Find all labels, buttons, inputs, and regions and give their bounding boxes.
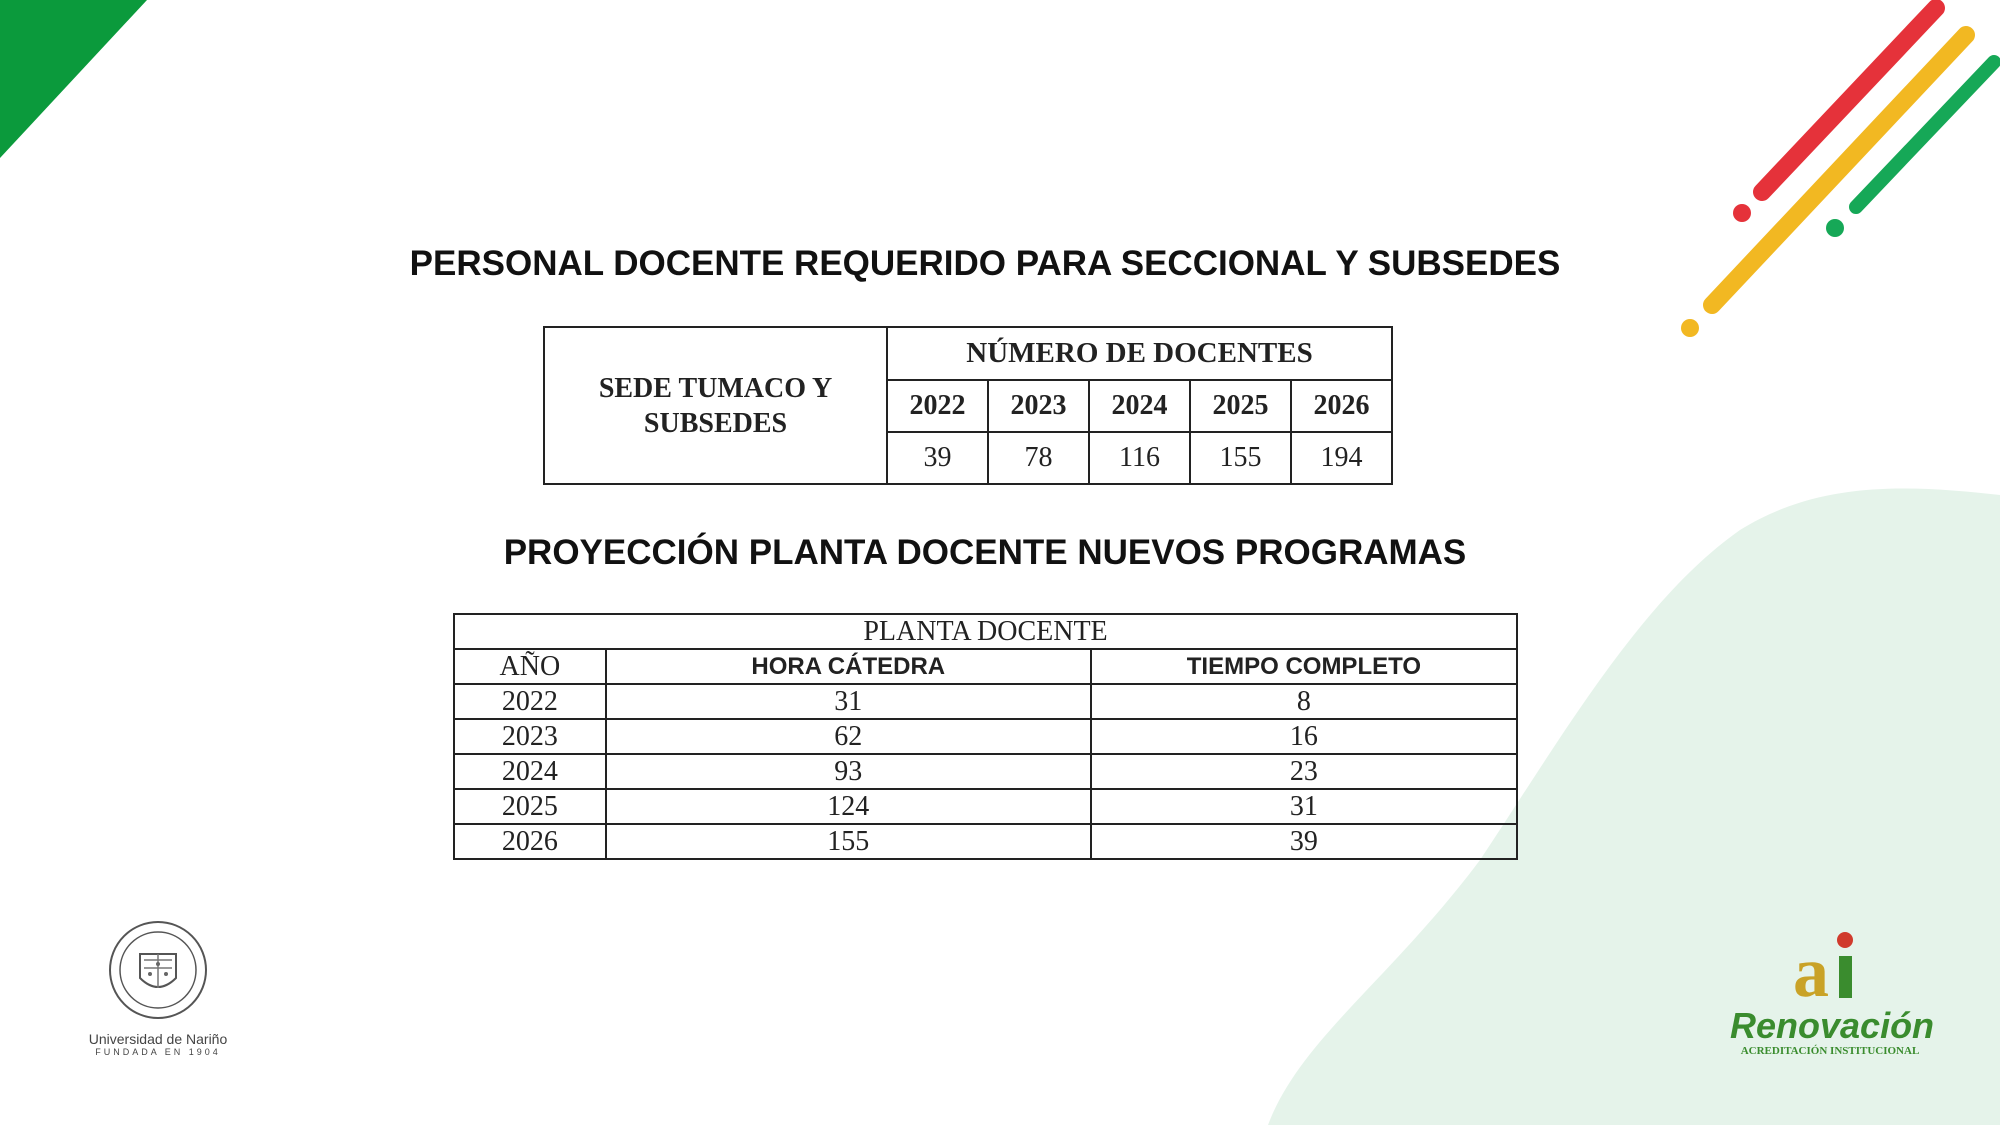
hora-catedra-cell: 124 — [606, 789, 1091, 824]
planta-docente-table — [453, 613, 1518, 860]
table-caption: PLANTA DOCENTE — [454, 614, 1517, 649]
year-header: 2022 — [887, 380, 988, 432]
year-cell: 2023 — [454, 719, 606, 754]
header-year: AÑO — [454, 649, 606, 684]
section2-title: PROYECCIÓN PLANTA DOCENTE NUEVOS PROGRAMAS — [503, 533, 1467, 572]
tiempo-completo-cell: 31 — [1091, 789, 1517, 824]
hora-catedra-cell: 155 — [606, 824, 1091, 859]
hora-catedra-cell: 62 — [606, 719, 1091, 754]
tiempo-completo-cell: 16 — [1091, 719, 1517, 754]
year-header: 2025 — [1190, 380, 1291, 432]
table-row — [454, 684, 1517, 719]
svg-text:a: a — [1793, 932, 1829, 1006]
header-hora-catedra: HORA CÁTEDRA — [606, 649, 1091, 684]
tiempo-completo-cell: 23 — [1091, 754, 1517, 789]
hora-catedra-cell: 31 — [606, 684, 1091, 719]
corner-green-triangle — [0, 0, 147, 158]
year-header: 2026 — [1291, 380, 1392, 432]
value-cell: 155 — [1190, 432, 1291, 484]
university-founded: FUNDADA EN 1904 — [95, 1047, 221, 1057]
tiempo-completo-cell: 39 — [1091, 824, 1517, 859]
hora-catedra-cell: 93 — [606, 754, 1091, 789]
row-label: SEDE TUMACO Y SUBSEDES — [598, 372, 833, 439]
year-cell: 2025 — [454, 789, 606, 824]
header-tiempo-completo: TIEMPO COMPLETO — [1091, 649, 1517, 684]
table-row — [454, 719, 1517, 754]
year-cell: 2024 — [454, 754, 606, 789]
row-label-cell — [544, 327, 887, 484]
value-cell: 194 — [1291, 432, 1392, 484]
brand-name: Renovación — [1730, 1005, 1935, 1046]
value-cell: 116 — [1089, 432, 1190, 484]
stripes-decoration — [1681, 8, 1994, 337]
year-cell: 2022 — [454, 684, 606, 719]
university-logo — [78, 918, 238, 1057]
brand-subtitle: ACREDITACIÓN INSTITUCIONAL — [1740, 1045, 1920, 1057]
value-cell: 78 — [988, 432, 1089, 484]
docentes-requeridos-table — [543, 326, 1393, 485]
section1-title: PERSONAL DOCENTE REQUERIDO PARA SECCIONAL Y SUBSEDES — [409, 244, 1561, 283]
table-row — [454, 789, 1517, 824]
tiempo-completo-cell: 8 — [1091, 684, 1517, 719]
table-row — [454, 824, 1517, 859]
university-name: Universidad de Nariño — [88, 1031, 228, 1047]
renovacion-logo — [1730, 926, 1935, 1057]
university-seal-icon — [106, 918, 210, 1022]
year-header: 2023 — [988, 380, 1089, 432]
year-header: 2024 — [1089, 380, 1190, 432]
value-cell: 39 — [887, 432, 988, 484]
group-header: NÚMERO DE DOCENTES — [887, 327, 1392, 380]
year-cell: 2026 — [454, 824, 606, 859]
table-row — [454, 754, 1517, 789]
ai-mark-icon — [1785, 926, 1875, 1006]
